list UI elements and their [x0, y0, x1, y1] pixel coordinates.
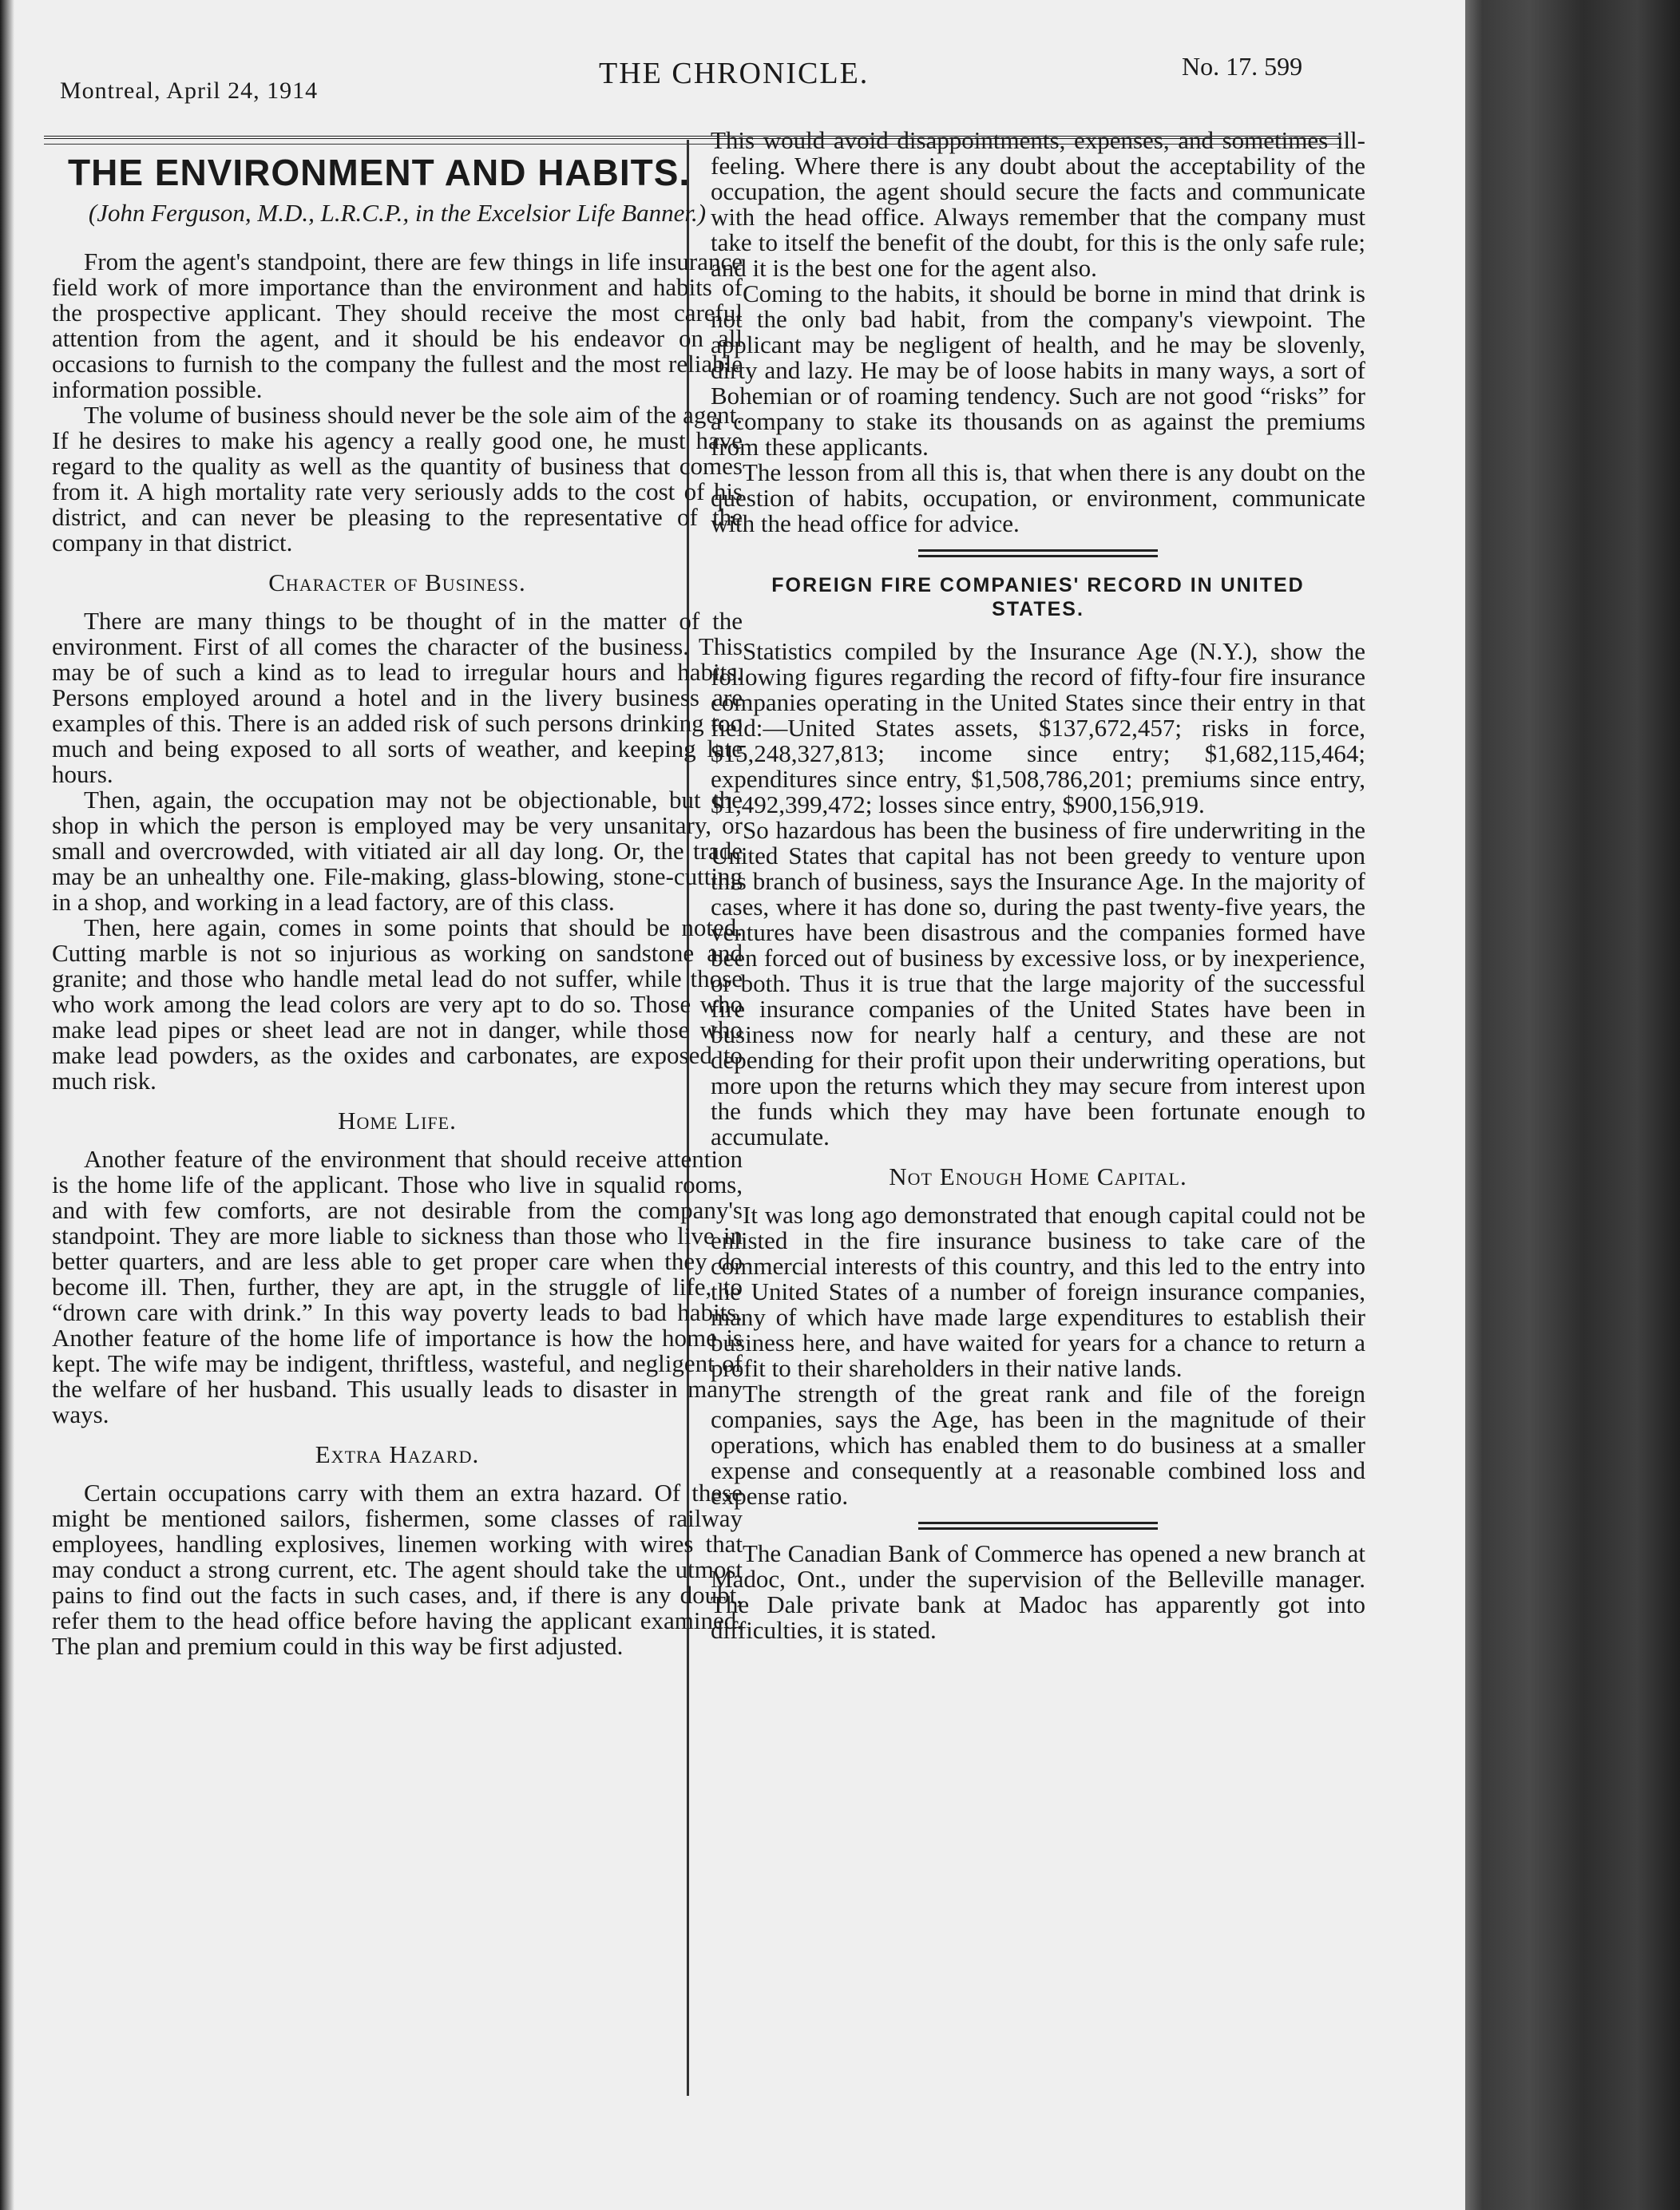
publication-title: THE CHRONICLE. [599, 57, 870, 90]
page-gutter-shadow [0, 0, 14, 2210]
dateline: Montreal, April 24, 1914 [60, 77, 319, 104]
section-heading: Extra Hazard. [315, 1440, 480, 1468]
paragraph: This would avoid disappointments, expenses, and sometimes ill-feeling. Where there is any doubt about the acceptability of the occupation, the agent should secure the facts and communicate with the head office. Always remember that the company must take to itself the benefit of the doubt, for this is the only safe rule; and it is the best one for the agent also. [711, 126, 1365, 282]
book-page-edge [1465, 0, 1680, 2210]
paragraph: Coming to the habits, it should be borne in mind that drink is not the only bad habit, from the company's viewpoint. The applicant may be negligent of health, and he may be slovenly, dirty and lazy. He may be of loose habits in many ways, a sort of Bohemian or of roaming tendency. Such are not good “risks” for a company to stake its thousands on as against the premiums from these applicants. [711, 279, 1365, 461]
section-rule [918, 1522, 1158, 1530]
paragraph: Then, here again, comes in some points that should be noted. Cutting marble is not so injurious as working on sandstone and granite; and those who handle metal lead do not suffer, while those who work among the lead colors are very apt to do so. Those who make lead pipes or sheet lead are not in danger, while those who make lead powders, as the oxides and carbonates, are exposed to much risk. [52, 913, 743, 1095]
paragraph: It was long ago demonstrated that enough capital could not be enlisted in the fire insurance business to take care of the commercial interests of this country, and this led to the entry into the United States of a number of foreign insurance companies, many of which have made large expenditures to establish their business here, and have waited for years for a chance to return a profit to their shareholders in their native lands. [711, 1201, 1365, 1382]
paragraph: The strength of the great rank and file of the foreign companies, says the Age, has been in the magnitude of their operations, which has enabled them to do business at a smaller expense and consequently at a reasonable combined loss and expense ratio. [711, 1380, 1365, 1510]
paragraph: The lesson from all this is, that when there is any doubt on the question of habits, occupation, or environment, communicate with the head office for advice. [711, 458, 1365, 537]
issue-page-number: No. 17. 599 [1182, 52, 1303, 81]
paragraph: The Canadian Bank of Commerce has opened a new branch at Madoc, Ont., under the supervision of the Belleville manager. The Dale private bank at Madoc has apparently got into difficulties, it is stated. [711, 1539, 1365, 1644]
paragraph: From the agent's standpoint, there are few things in life insurance field work of more importance than the environment and habits of the prospective applicant. They should receive the most careful attention from the agent, and it should be his endeavor on all occasions to furnish to the company the fullest and the most reliable information possible. [52, 248, 743, 403]
left-column [52, 152, 743, 1659]
paragraph: So hazardous has been the business of fire underwriting in the United States that capital has not been greedy to venture upon this branch of business, says the Insurance Age. In the majority of cases, where it has done so, during the past twenty-five years, the ventures have been disastrous and the companies formed have been forced out of business by excessive loss, or by inexperience, or both. Thus it is true that the large majority of the successful fire insurance companies of the United States have been in business now for nearly half a century, and these are not depending for their profit upon their underwriting operations, but more upon the returns which they may secure from interest upon the funds which they may have been fortunate enough to accumulate. [711, 816, 1365, 1151]
paragraph: There are many things to be thought of in the matter of the environment. First of all comes the character of the business. This may be of such a kind as to lead to irregular hours and habits. Persons employed around a hotel and in the livery business are examples of this. There is an added risk of such persons drinking too much and being exposed to all sorts of weather, and keeping late hours. [52, 607, 743, 788]
paragraph: The volume of business should never be the sole aim of the agent. If he desires to make his agency a really good one, he must have regard to the quality as well as the quantity of business that comes from it. A high mortality rate very seriously adds to the cost of his district, and can never be pleasing to the representative of the company in that district. [52, 401, 743, 556]
section-heading: Character of Business. [268, 568, 526, 596]
section-rule [918, 549, 1158, 557]
paragraph: Certain occupations carry with them an extra hazard. Of these might be mentioned sailors, fishermen, some classes of railway employees, handling explosives, linemen working with wires that may conduct a strong current, etc. The agent should take the utmost pains to find out the facts in such cases, and, if there is any doubt, refer them to the head office before having the applicant examined. The plan and premium could in this way be first adjusted. [52, 1479, 743, 1660]
paragraph: Statistics compiled by the Insurance Age (N.Y.), show the following figures regarding the record of fifty-four fire insurance companies operating in the United States since their entry in that field:—United States assets, $137,672,457; risks in force, $15,248,327,813; income since entry; $1,682,115,464; expenditures since entry, $1,508,786,201; premiums since entry, $1,492,399,472; losses since entry, $900,156,919. [711, 637, 1365, 818]
right-column [711, 128, 1365, 1643]
section-heading: Not Enough Home Capital. [889, 1162, 1187, 1190]
article-byline: (John Ferguson, M.D., L.R.C.P., in the Excelsior Life Banner.) [88, 199, 707, 227]
paragraph: Another feature of the environment that should receive attention is the home life of the applicant. Those who live in squalid rooms, and with few comforts, are not desirable from the company's standpoint. They are more liable to sickness than those who live in better quarters, and are less able to get proper care when they do become ill. Then, further, they are apt, in the struggle of life, to “drown care with drink.” In this way poverty leads to bad habits. Another feature of the home life of importance is how the home is kept. The wife may be indigent, thriftless, wasteful, and negligent of the welfare of her husband. This usually leads to disaster in many ways. [52, 1145, 743, 1428]
article-title: FOREIGN FIRE COMPANIES' RECORD IN UNITED STATES. [771, 574, 1305, 620]
paragraph: Then, again, the occupation may not be objectionable, but the shop in which the person is employed may be very unsanitary, or small and overcrowded, with vitiated air all day long. Or, the trade may be an unhealthy one. File-making, glass-blowing, stone-cutting in a shop, and working in a lead factory, are of this class. [52, 786, 743, 916]
running-head [60, 44, 1337, 116]
section-heading: Home Life. [338, 1107, 457, 1135]
article-title: THE ENVIRONMENT AND HABITS. [68, 152, 691, 193]
